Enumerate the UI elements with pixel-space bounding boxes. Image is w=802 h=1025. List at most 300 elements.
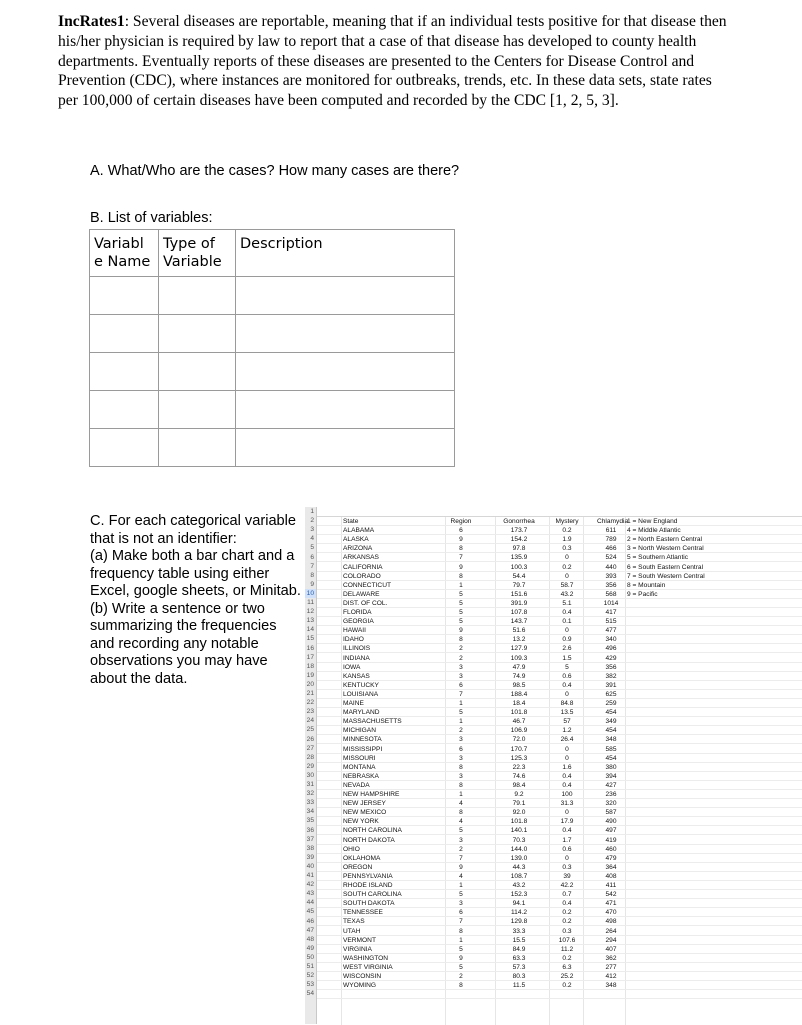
cell-gonorrhea[interactable]: 72.0 (512, 736, 526, 744)
row-number[interactable]: 38 (306, 844, 314, 852)
cell-region[interactable]: 2 (459, 845, 463, 853)
cell-state[interactable]: SOUTH DAKOTA (343, 900, 395, 908)
row-number[interactable]: 30 (306, 771, 314, 779)
cell-state[interactable]: IDAHO (343, 636, 364, 644)
cell-chlamydia[interactable]: 471 (605, 900, 617, 908)
cell-gonorrhea[interactable]: 100.3 (510, 563, 528, 571)
cell-chlamydia[interactable]: 356 (605, 581, 617, 589)
cell-state[interactable]: ALABAMA (343, 527, 375, 535)
cell-state[interactable]: OKLAHOMA (343, 854, 381, 862)
row-number[interactable]: 40 (306, 862, 314, 870)
cell-region[interactable]: 3 (459, 900, 463, 908)
cell-mystery[interactable]: 0 (565, 627, 569, 635)
cell-chlamydia[interactable]: 417 (605, 609, 617, 616)
row-number[interactable]: 52 (306, 972, 314, 980)
cell-mystery[interactable]: 1.7 (562, 836, 572, 844)
cell-region[interactable]: 8 (459, 636, 463, 644)
cell-gonorrhea[interactable]: 47.9 (512, 663, 526, 671)
cell-mystery[interactable]: 6.3 (562, 963, 572, 971)
cell-gonorrhea[interactable]: 151.6 (510, 590, 528, 598)
cell-gonorrhea[interactable]: 43.2 (512, 882, 526, 889)
cell-region[interactable]: 7 (459, 554, 463, 562)
cell-mystery[interactable]: 58.7 (560, 581, 574, 589)
header-mystery[interactable]: Mystery (555, 518, 579, 525)
row-number[interactable]: 45 (306, 908, 314, 916)
row-number[interactable]: 6 (310, 553, 314, 561)
row-number[interactable]: 23 (306, 708, 314, 716)
cell-gonorrhea[interactable]: 106.9 (510, 727, 528, 735)
cell-mystery[interactable]: 25.2 (560, 973, 574, 980)
cell-chlamydia[interactable]: 587 (605, 809, 617, 817)
cell-chlamydia[interactable]: 419 (605, 836, 617, 844)
cell-chlamydia[interactable]: 264 (605, 927, 617, 935)
cell-state[interactable]: NEW HAMPSHIRE (343, 791, 400, 798)
cell-chlamydia[interactable]: 490 (605, 818, 617, 826)
row-number[interactable]: 49 (306, 944, 314, 952)
cell-mystery[interactable]: 0.4 (562, 609, 572, 616)
cell-chlamydia[interactable]: 393 (605, 572, 617, 580)
cell-mystery[interactable]: 0 (565, 745, 569, 753)
variable-cell[interactable] (159, 391, 236, 429)
cell-chlamydia[interactable]: 380 (605, 763, 617, 771)
legend-entry[interactable]: 1 = New England (627, 518, 678, 525)
cell-chlamydia[interactable]: 611 (605, 527, 617, 535)
cell-mystery[interactable]: 0.2 (562, 909, 572, 917)
cell-region[interactable]: 7 (459, 854, 463, 862)
cell-state[interactable]: TEXAS (343, 918, 365, 926)
row-number[interactable]: 46 (306, 917, 314, 925)
cell-chlamydia[interactable]: 320 (605, 800, 617, 808)
row-number[interactable]: 27 (306, 744, 314, 752)
row-number[interactable]: 17 (306, 653, 314, 661)
cell-chlamydia[interactable]: 427 (605, 781, 617, 789)
cell-gonorrhea[interactable]: 101.8 (510, 818, 528, 826)
row-number[interactable]: 32 (306, 790, 314, 798)
cell-state[interactable]: ARKANSAS (343, 554, 379, 562)
cell-gonorrhea[interactable]: 109.3 (510, 654, 528, 662)
cell-chlamydia[interactable]: 789 (605, 536, 617, 544)
row-number[interactable]: 14 (306, 626, 314, 634)
cell-gonorrhea[interactable]: 98.4 (512, 781, 526, 789)
cell-gonorrhea[interactable]: 79.7 (512, 581, 526, 589)
cell-state[interactable]: PENNSYLVANIA (343, 872, 393, 880)
row-number[interactable]: 9 (310, 580, 314, 588)
cell-state[interactable]: GEORGIA (343, 618, 374, 626)
cell-region[interactable]: 8 (459, 781, 463, 789)
cell-mystery[interactable]: 0.6 (562, 845, 572, 853)
legend-entry[interactable]: 9 = Pacific (627, 590, 658, 598)
row-number[interactable]: 44 (306, 899, 314, 907)
row-number[interactable]: 8 (310, 571, 314, 579)
cell-state[interactable]: MISSOURI (343, 754, 376, 762)
row-number[interactable]: 31 (306, 781, 314, 788)
cell-region[interactable]: 4 (459, 818, 463, 826)
cell-state[interactable]: VIRGINIA (343, 945, 372, 953)
cell-region[interactable]: 8 (459, 545, 463, 553)
variable-row[interactable] (90, 391, 455, 429)
cell-gonorrhea[interactable]: 139.0 (510, 854, 528, 862)
cell-mystery[interactable]: 1.2 (562, 727, 572, 735)
cell-region[interactable]: 1 (459, 791, 463, 798)
cell-chlamydia[interactable]: 356 (605, 663, 617, 671)
row-number[interactable]: 24 (306, 717, 314, 725)
cell-mystery[interactable]: 0.2 (562, 954, 572, 962)
cell-region[interactable]: 5 (459, 590, 463, 598)
legend-entry[interactable]: 3 = North Western Central (627, 545, 704, 553)
variable-cell[interactable] (159, 429, 236, 467)
row-number[interactable]: 54 (306, 990, 314, 998)
cell-gonorrhea[interactable]: 79.1 (512, 800, 526, 808)
cell-mystery[interactable]: 0 (565, 572, 569, 580)
variable-cell[interactable] (159, 353, 236, 391)
cell-chlamydia[interactable]: 412 (605, 973, 617, 980)
cell-gonorrhea[interactable]: 188.4 (510, 690, 528, 698)
cell-mystery[interactable]: 0.3 (562, 545, 572, 553)
cell-gonorrhea[interactable]: 144.0 (510, 845, 528, 853)
cell-region[interactable]: 9 (459, 954, 463, 962)
cell-chlamydia[interactable]: 497 (605, 827, 617, 835)
row-number[interactable]: 43 (306, 890, 314, 898)
cell-region[interactable]: 9 (459, 536, 463, 544)
cell-region[interactable]: 4 (459, 872, 463, 880)
cell-region[interactable]: 3 (459, 754, 463, 762)
cell-state[interactable]: HAWAII (343, 627, 366, 635)
cell-region[interactable]: 9 (459, 863, 463, 871)
cell-region[interactable]: 8 (459, 982, 463, 990)
cell-region[interactable]: 3 (459, 663, 463, 671)
cell-gonorrhea[interactable]: 13.2 (512, 636, 526, 644)
cell-mystery[interactable]: 39 (563, 872, 571, 880)
cell-state[interactable]: MARYLAND (343, 709, 380, 717)
cell-gonorrhea[interactable]: 127.9 (510, 645, 528, 653)
cell-region[interactable]: 5 (459, 963, 463, 971)
cell-gonorrhea[interactable]: 114.2 (510, 909, 527, 917)
row-number[interactable]: 47 (306, 926, 314, 934)
cell-chlamydia[interactable]: 515 (605, 618, 617, 626)
cell-region[interactable]: 1 (459, 581, 463, 589)
cell-state[interactable]: MINNESOTA (343, 736, 382, 744)
row-number[interactable]: 22 (306, 699, 314, 707)
variable-cell[interactable] (236, 429, 455, 467)
cell-mystery[interactable]: 5.1 (562, 599, 572, 607)
cell-region[interactable]: 3 (459, 772, 463, 780)
cell-mystery[interactable]: 17.9 (560, 818, 574, 826)
cell-gonorrhea[interactable]: 170.7 (510, 745, 528, 753)
cell-region[interactable]: 1 (459, 700, 463, 707)
cell-state[interactable]: ILLINOIS (343, 645, 371, 653)
cell-gonorrhea[interactable]: 44.3 (512, 863, 526, 871)
row-number[interactable]: 20 (306, 680, 314, 688)
cell-chlamydia[interactable]: 391 (605, 681, 617, 689)
cell-gonorrhea[interactable]: 70.3 (512, 836, 526, 844)
cell-state[interactable]: NORTH CAROLINA (343, 827, 402, 835)
cell-gonorrhea[interactable]: 125.3 (510, 754, 528, 762)
cell-chlamydia[interactable]: 479 (605, 854, 617, 862)
cell-region[interactable]: 9 (459, 627, 463, 635)
row-number[interactable]: 48 (306, 935, 314, 943)
cell-state[interactable]: COLORADO (343, 572, 381, 580)
cell-chlamydia[interactable]: 568 (605, 590, 617, 598)
cell-chlamydia[interactable]: 542 (605, 891, 617, 899)
cell-region[interactable]: 9 (459, 563, 463, 571)
cell-mystery[interactable]: 26.4 (560, 736, 574, 744)
cell-region[interactable]: 8 (459, 572, 463, 580)
cell-mystery[interactable]: 0 (565, 754, 569, 762)
cell-gonorrhea[interactable]: 51.6 (512, 627, 526, 635)
cell-mystery[interactable]: 2.6 (562, 645, 572, 653)
cell-gonorrhea[interactable]: 140.1 (510, 827, 528, 835)
cell-region[interactable]: 6 (459, 909, 463, 917)
cell-mystery[interactable]: 0.4 (562, 900, 572, 908)
cell-state[interactable]: SOUTH CAROLINA (343, 891, 402, 899)
cell-chlamydia[interactable]: 625 (605, 690, 617, 698)
cell-region[interactable]: 5 (459, 618, 463, 626)
cell-state[interactable]: DELAWARE (343, 590, 380, 598)
cell-region[interactable]: 8 (459, 927, 463, 935)
cell-gonorrhea[interactable]: 33.3 (512, 927, 526, 935)
variable-row[interactable] (90, 429, 455, 467)
cell-gonorrhea[interactable]: 173.7 (510, 527, 528, 535)
cell-state[interactable]: NEW MEXICO (343, 809, 387, 817)
variable-cell[interactable] (236, 391, 455, 429)
cell-gonorrhea[interactable]: 101.8 (510, 709, 528, 717)
cell-state[interactable]: MICHIGAN (343, 727, 376, 735)
cell-mystery[interactable]: 0.1 (562, 618, 572, 626)
cell-mystery[interactable]: 0.2 (562, 563, 572, 571)
cell-state[interactable]: OHIO (343, 845, 360, 853)
cell-state[interactable]: WYOMING (343, 982, 376, 990)
cell-chlamydia[interactable]: 382 (605, 672, 617, 680)
cell-chlamydia[interactable]: 349 (605, 718, 617, 726)
cell-state[interactable]: NEW YORK (343, 818, 379, 826)
cell-gonorrhea[interactable]: 84.9 (512, 945, 526, 953)
cell-gonorrhea[interactable]: 54.4 (512, 572, 526, 580)
legend-entry[interactable]: 7 = South Western Central (627, 572, 705, 580)
cell-state[interactable]: TENNESSEE (343, 909, 383, 917)
cell-gonorrhea[interactable]: 74.9 (512, 672, 526, 680)
row-number[interactable]: 19 (306, 671, 314, 679)
cell-mystery[interactable]: 0.4 (562, 681, 572, 689)
cell-chlamydia[interactable]: 460 (605, 845, 617, 853)
cell-mystery[interactable]: 42.2 (560, 882, 574, 889)
row-number[interactable]: 42 (306, 881, 314, 889)
cell-mystery[interactable]: 0 (565, 554, 569, 562)
cell-region[interactable]: 5 (459, 945, 463, 953)
row-number[interactable]: 34 (306, 808, 314, 816)
legend-entry[interactable]: 4 = Middle Atlantic (627, 527, 681, 535)
cell-state[interactable]: ALASKA (343, 536, 369, 544)
cell-mystery[interactable]: 0.4 (562, 772, 572, 780)
variable-row[interactable] (90, 277, 455, 315)
cell-mystery[interactable]: 0.9 (562, 636, 572, 644)
cell-mystery[interactable]: 31.3 (560, 800, 574, 808)
cell-chlamydia[interactable]: 524 (605, 554, 617, 562)
cell-chlamydia[interactable]: 454 (605, 727, 617, 735)
cell-region[interactable]: 8 (459, 763, 463, 771)
legend-entry[interactable]: 8 = Mountain (627, 581, 666, 589)
cell-gonorrhea[interactable]: 18.4 (512, 700, 526, 707)
row-number[interactable]: 5 (310, 544, 314, 552)
cell-state[interactable]: LOUISIANA (343, 690, 379, 698)
cell-mystery[interactable]: 43.2 (560, 590, 574, 598)
cell-mystery[interactable]: 0.7 (562, 891, 572, 899)
row-number[interactable]: 4 (310, 535, 314, 543)
variable-cell[interactable] (90, 391, 159, 429)
cell-region[interactable]: 7 (459, 690, 463, 698)
cell-chlamydia[interactable]: 477 (605, 627, 617, 635)
cell-gonorrhea[interactable]: 74.6 (512, 772, 526, 780)
cell-region[interactable]: 2 (459, 645, 463, 653)
cell-gonorrhea[interactable]: 94.1 (512, 900, 526, 908)
row-number[interactable]: 26 (306, 735, 314, 743)
cell-state[interactable]: NORTH DAKOTA (343, 836, 395, 844)
cell-state[interactable]: ARIZONA (343, 545, 373, 553)
variable-row[interactable] (90, 315, 455, 353)
cell-mystery[interactable]: 5 (565, 663, 569, 671)
header-region[interactable]: Region (450, 518, 472, 525)
cell-chlamydia[interactable]: 407 (605, 945, 617, 953)
legend-entry[interactable]: 2 = North Eastern Central (627, 536, 702, 544)
cell-region[interactable]: 5 (459, 709, 463, 717)
legend-entry[interactable]: 5 = Southern Atlantic (627, 554, 689, 562)
variable-cell[interactable] (236, 277, 455, 315)
cell-region[interactable]: 3 (459, 836, 463, 844)
cell-chlamydia[interactable]: 454 (605, 709, 617, 717)
variable-cell[interactable] (236, 315, 455, 353)
cell-gonorrhea[interactable]: 107.8 (510, 609, 528, 616)
cell-chlamydia[interactable]: 259 (605, 700, 617, 707)
cell-mystery[interactable]: 107.6 (558, 936, 576, 944)
cell-chlamydia[interactable]: 411 (605, 882, 617, 889)
variable-cell[interactable] (159, 277, 236, 315)
cell-mystery[interactable]: 0.6 (562, 672, 572, 680)
cell-chlamydia[interactable]: 348 (605, 736, 617, 744)
variable-cell[interactable] (90, 353, 159, 391)
cell-gonorrhea[interactable]: 92.0 (512, 809, 526, 817)
cell-chlamydia[interactable]: 348 (605, 982, 617, 990)
row-number[interactable]: 37 (306, 835, 314, 843)
cell-mystery[interactable]: 0.3 (562, 927, 572, 935)
row-number[interactable]: 11 (307, 599, 314, 606)
cell-region[interactable]: 4 (459, 800, 463, 808)
cell-mystery[interactable]: 0 (565, 690, 569, 698)
cell-region[interactable]: 6 (459, 527, 463, 535)
row-number[interactable]: 13 (306, 617, 314, 625)
cell-chlamydia[interactable]: 429 (605, 654, 617, 662)
cell-chlamydia[interactable]: 236 (605, 791, 617, 798)
cell-state[interactable]: WEST VIRGINIA (343, 963, 393, 971)
cell-chlamydia[interactable]: 454 (605, 754, 617, 762)
cell-chlamydia[interactable]: 394 (605, 772, 617, 780)
cell-mystery[interactable]: 0.2 (562, 918, 572, 926)
cell-region[interactable]: 7 (459, 918, 463, 926)
variable-cell[interactable] (159, 315, 236, 353)
cell-gonorrhea[interactable]: 154.2 (510, 536, 528, 544)
cell-state[interactable]: MAINE (343, 700, 364, 707)
cell-region[interactable]: 5 (459, 827, 463, 835)
cell-state[interactable]: NEW JERSEY (343, 800, 386, 808)
cell-region[interactable]: 3 (459, 736, 463, 744)
cell-state[interactable]: FLORIDA (343, 609, 372, 616)
variable-cell[interactable] (90, 429, 159, 467)
cell-gonorrhea[interactable]: 98.5 (512, 681, 526, 689)
variable-row[interactable] (90, 353, 455, 391)
row-number[interactable]: 3 (310, 526, 314, 534)
row-number[interactable]: 21 (306, 690, 314, 697)
row-number[interactable]: 51 (306, 963, 314, 970)
cell-mystery[interactable]: 0.4 (562, 781, 572, 789)
cell-mystery[interactable]: 0.4 (562, 827, 572, 835)
cell-gonorrhea[interactable]: 135.9 (510, 554, 528, 562)
variable-cell[interactable] (90, 315, 159, 353)
cell-state[interactable]: MASSACHUSETTS (343, 718, 402, 726)
row-number[interactable]: 7 (310, 562, 314, 570)
header-gonorrhea[interactable]: Gonorrhea (503, 518, 535, 525)
cell-state[interactable]: WASHINGTON (343, 954, 389, 962)
cell-state[interactable]: KANSAS (343, 672, 370, 680)
legend-entry[interactable]: 6 = South Eastern Central (627, 563, 704, 571)
cell-region[interactable]: 6 (459, 681, 463, 689)
cell-state[interactable]: CALIFORNIA (343, 563, 383, 571)
cell-region[interactable]: 2 (459, 727, 463, 735)
row-number[interactable]: 10 (306, 589, 314, 597)
cell-mystery[interactable]: 0 (565, 809, 569, 817)
cell-state[interactable]: OREGON (343, 863, 373, 871)
cell-region[interactable]: 1 (459, 882, 463, 889)
cell-gonorrhea[interactable]: 80.3 (512, 973, 526, 980)
row-number[interactable]: 36 (306, 826, 314, 834)
row-number[interactable]: 16 (306, 644, 314, 652)
cell-state[interactable]: VERMONT (343, 936, 376, 944)
cell-gonorrhea[interactable]: 108.7 (510, 872, 528, 880)
row-number[interactable]: 18 (306, 662, 314, 670)
cell-mystery[interactable]: 0 (565, 854, 569, 862)
cell-mystery[interactable]: 57 (563, 718, 571, 726)
cell-gonorrhea[interactable]: 129.8 (510, 918, 528, 926)
row-number[interactable]: 1 (310, 508, 314, 515)
cell-chlamydia[interactable]: 340 (605, 636, 617, 644)
cell-region[interactable]: 5 (459, 891, 463, 899)
cell-mystery[interactable]: 0.2 (562, 982, 572, 990)
cell-mystery[interactable]: 1.5 (562, 654, 572, 662)
header-state[interactable]: State (343, 518, 359, 525)
header-chlamydia[interactable]: Chlamydia (597, 518, 629, 525)
cell-gonorrhea[interactable]: 63.3 (512, 954, 526, 962)
cell-chlamydia[interactable]: 294 (605, 936, 617, 944)
cell-chlamydia[interactable]: 362 (605, 954, 617, 962)
cell-region[interactable]: 8 (459, 809, 463, 817)
cell-gonorrhea[interactable]: 11.5 (512, 982, 526, 990)
cell-chlamydia[interactable]: 277 (605, 963, 617, 971)
row-number[interactable]: 15 (306, 635, 314, 643)
row-number[interactable]: 25 (306, 726, 314, 734)
cell-gonorrhea[interactable]: 15.5 (512, 936, 526, 944)
cell-chlamydia[interactable]: 364 (605, 863, 617, 871)
cell-chlamydia[interactable]: 440 (605, 563, 617, 571)
cell-gonorrhea[interactable]: 46.7 (512, 718, 526, 726)
row-number[interactable]: 29 (306, 762, 314, 770)
cell-gonorrhea[interactable]: 97.8 (512, 545, 526, 553)
cell-state[interactable]: CONNECTICUT (343, 581, 391, 589)
cell-state[interactable]: UTAH (343, 927, 361, 935)
row-number[interactable]: 12 (306, 608, 314, 616)
cell-chlamydia[interactable]: 496 (605, 645, 617, 653)
cell-gonorrhea[interactable]: 9.2 (514, 791, 524, 798)
cell-chlamydia[interactable]: 470 (605, 909, 617, 917)
cell-gonorrhea[interactable]: 391.9 (510, 599, 528, 607)
cell-mystery[interactable]: 11.2 (560, 945, 574, 953)
cell-gonorrhea[interactable]: 22.3 (512, 763, 526, 771)
